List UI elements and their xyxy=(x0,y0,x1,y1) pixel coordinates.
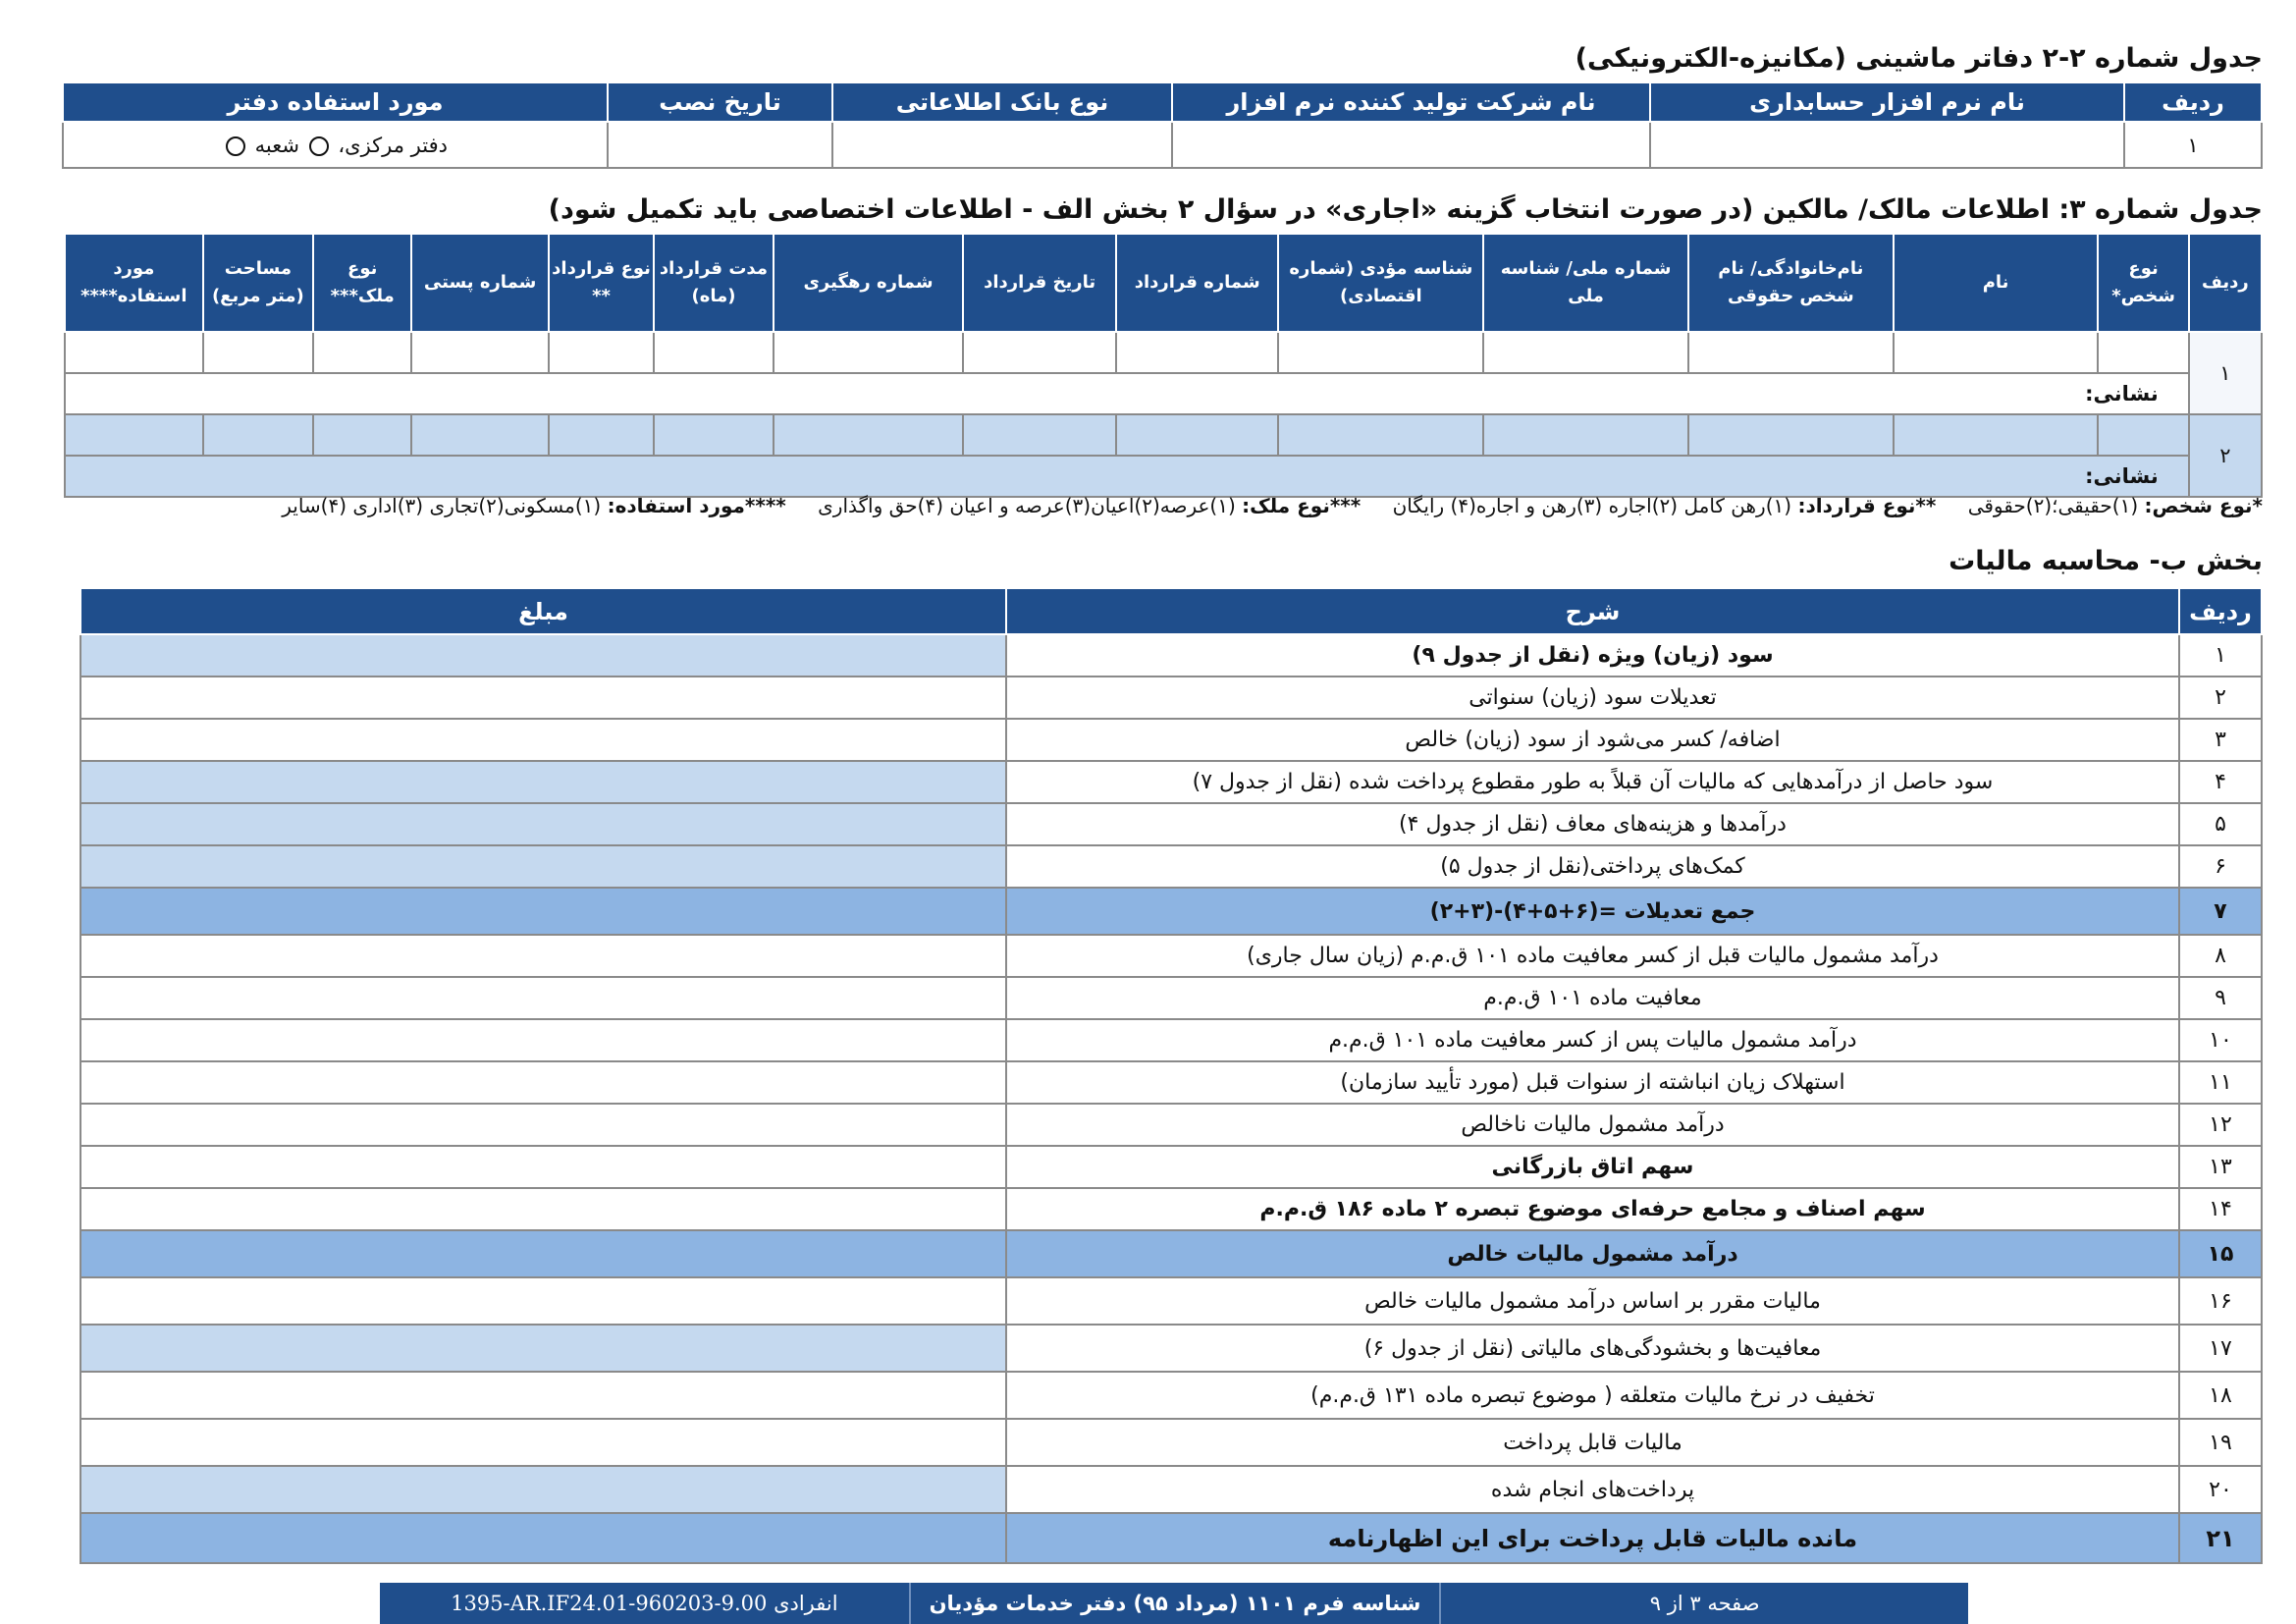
tax-amount-field[interactable] xyxy=(80,677,1006,719)
owner-field[interactable] xyxy=(203,332,313,373)
table3-row-index: ۱ xyxy=(2189,332,2262,414)
tax-row-description: کمک‌های پرداختی(نقل از جدول ۵) xyxy=(1006,845,2179,888)
owner-field[interactable] xyxy=(549,414,654,456)
tax-row-description: مالیات قابل پرداخت xyxy=(1006,1419,2179,1466)
table3-row-2 xyxy=(65,414,2262,456)
tax-row-number: ۱۶ xyxy=(2179,1277,2262,1325)
tax-row-description: پرداخت‌های انجام شده xyxy=(1006,1466,2179,1513)
table3-header-contract-duration: مدت قرارداد (ماه) xyxy=(654,234,773,332)
tax-row-description: تعدیلات سود (زیان) سنواتی xyxy=(1006,677,2179,719)
table3-header-row: ردیف xyxy=(2189,234,2262,332)
table3-header-contract-type: نوع قرارداد ** xyxy=(549,234,654,332)
tax-row-description: استهلاک زیان انباشته از سنوات قبل (مورد تأیید سازمان) xyxy=(1006,1061,2179,1104)
note-property-type: ***نوع ملک: (۱)عرصه(۲)اعیان(۳)عرصه و اعیان (۴)حق واگذاری xyxy=(818,494,1362,517)
tax-row xyxy=(80,845,2262,888)
tax-amount-field[interactable] xyxy=(80,634,1006,677)
tax-row-number: ۱۲ xyxy=(2179,1104,2262,1146)
tax-row xyxy=(80,1230,2262,1277)
owner-field[interactable] xyxy=(774,414,964,456)
tax-row-description: اضافه/ کسر می‌شود از سود (زیان) خالص xyxy=(1006,719,2179,761)
tax-amount-field[interactable] xyxy=(80,1277,1006,1325)
owner-field[interactable] xyxy=(1894,332,2099,373)
tax-row-number: ۱۴ xyxy=(2179,1188,2262,1230)
form-code-type: انفرادی xyxy=(774,1592,838,1615)
address-field[interactable]: نشانی: xyxy=(65,373,2189,414)
owner-field[interactable] xyxy=(1116,414,1279,456)
tax-row xyxy=(80,634,2262,677)
tax-row xyxy=(80,677,2262,719)
tax-row xyxy=(80,1104,2262,1146)
owner-field[interactable] xyxy=(313,332,411,373)
tax-amount-field[interactable] xyxy=(80,935,1006,977)
tax-amount-field[interactable] xyxy=(80,1188,1006,1230)
table2-row-index: ۱ xyxy=(2124,122,2262,168)
table3-title: جدول شماره ۳: اطلاعات مالک/ مالکین (در صورت انتخاب گزینه «اجاری» در سؤال ۲ بخش الف - اطلاعات اختصاصی باید تکمیل شود) xyxy=(548,194,2263,225)
tax-row-number: ۵ xyxy=(2179,803,2262,845)
tax-row xyxy=(80,1188,2262,1230)
tax-row-description: سهم اصناف و مجامع حرفه‌ای موضوع تبصره ۲ ماده ۱۸۶ ق.م.م xyxy=(1006,1188,2179,1230)
tax-row xyxy=(80,1325,2262,1372)
table2-header-row: ردیف xyxy=(2124,82,2262,122)
tax-row xyxy=(80,1419,2262,1466)
tax-amount-field[interactable] xyxy=(80,1104,1006,1146)
table2-header-company: نام شرکت تولید کننده نرم افزار xyxy=(1172,82,1650,122)
owner-field[interactable] xyxy=(411,414,548,456)
tax-row xyxy=(80,1513,2262,1563)
owner-field[interactable] xyxy=(1278,414,1483,456)
tax-row xyxy=(80,977,2262,1019)
owner-field[interactable] xyxy=(1116,332,1279,373)
tax-row-description: جمع تعدیلات =(۶+۵+۴)-(۳+۲) xyxy=(1006,888,2179,935)
tax-row xyxy=(80,719,2262,761)
table3-header-contract-number: شماره قرارداد xyxy=(1116,234,1279,332)
tax-header-amount: مبلغ xyxy=(80,588,1006,634)
owner-field[interactable] xyxy=(1894,414,2099,456)
usage-central-label: دفتر مرکزی، xyxy=(338,133,448,157)
usage-branch-radio[interactable] xyxy=(226,136,245,156)
tax-row xyxy=(80,888,2262,935)
table3-header-name: نام xyxy=(1894,234,2099,332)
tax-row-number: ۹ xyxy=(2179,977,2262,1019)
tax-row-description: سود (زیان) ویژه (نقل از جدول ۹) xyxy=(1006,634,2179,677)
table2-header-usage: مورد استفاده دفتر xyxy=(63,82,608,122)
tax-row-number: ۷ xyxy=(2179,888,2262,935)
table3-row-index: ۲ xyxy=(2189,414,2262,497)
tax-amount-field[interactable] xyxy=(80,1466,1006,1513)
tax-row xyxy=(80,761,2262,803)
tax-row-number: ۱۰ xyxy=(2179,1019,2262,1061)
table3-row-1 xyxy=(65,332,2262,373)
owner-field[interactable] xyxy=(2098,414,2188,456)
tax-row-description: مانده مالیات قابل پرداخت برای این اظهارنامه xyxy=(1006,1513,2179,1563)
tax-row xyxy=(80,1277,2262,1325)
owner-field[interactable] xyxy=(411,332,548,373)
owner-field[interactable] xyxy=(963,332,1116,373)
usage-central-radio[interactable] xyxy=(309,136,329,156)
tax-row-description: سهم اتاق بازرگانی xyxy=(1006,1146,2179,1188)
tax-row-number: ۶ xyxy=(2179,845,2262,888)
form-code: 1395-AR.IF24.01-960203-9.00 xyxy=(451,1592,768,1615)
tax-amount-field[interactable] xyxy=(80,761,1006,803)
tax-amount-field[interactable] xyxy=(80,1019,1006,1061)
tax-row-number: ۲ xyxy=(2179,677,2262,719)
owner-field[interactable] xyxy=(1278,332,1483,373)
tax-row-number: ۱۵ xyxy=(2179,1230,2262,1277)
table2-header-install-date: تاریخ نصب xyxy=(608,82,832,122)
tax-row-number: ۱۷ xyxy=(2179,1325,2262,1372)
tax-row-number: ۲۰ xyxy=(2179,1466,2262,1513)
page-number: صفحه ۳ از ۹ xyxy=(1649,1592,1760,1615)
footer-code-cell xyxy=(380,1583,911,1624)
tax-row-description: درآمد مشمول مالیات پس از کسر معافیت ماده ۱۰۱ ق.م.م xyxy=(1006,1019,2179,1061)
tax-amount-field[interactable] xyxy=(80,888,1006,935)
tax-amount-field[interactable] xyxy=(80,977,1006,1019)
tax-row-description: درآمد مشمول مالیات قبل از کسر معافیت ماده ۱۰۱ ق.م.م (زیان سال جاری) xyxy=(1006,935,2179,977)
tax-amount-field[interactable] xyxy=(80,1230,1006,1277)
usage-field xyxy=(63,122,608,168)
tax-amount-field[interactable] xyxy=(80,719,1006,761)
footnotes xyxy=(32,494,2263,517)
note-person-type: *نوع شخص: (۱)حقیقی؛(۲)حقوقی xyxy=(1967,494,2263,517)
owner-field[interactable] xyxy=(65,414,203,456)
section-b-title: بخش ب- محاسبه مالیات xyxy=(1949,546,2263,576)
tax-amount-field[interactable] xyxy=(80,1513,1006,1563)
tax-row-description: درآمد مشمول مالیات ناخالص xyxy=(1006,1104,2179,1146)
form-id: شناسه فرم ۱۱۰۱ (مرداد ۹۵) دفتر خدمات مؤدیان xyxy=(911,1583,1442,1624)
owner-field[interactable] xyxy=(549,332,654,373)
table2-header-database: نوع بانک اطلاعاتی xyxy=(832,82,1172,122)
footer-bar xyxy=(380,1583,1968,1624)
tax-header-row: ردیف xyxy=(2179,588,2262,634)
owner-field[interactable] xyxy=(65,332,203,373)
tax-amount-field[interactable] xyxy=(80,845,1006,888)
owner-field[interactable] xyxy=(774,332,964,373)
table3 xyxy=(64,233,2263,498)
tax-row xyxy=(80,1372,2262,1419)
tax-row-description: درآمد مشمول مالیات خالص xyxy=(1006,1230,2179,1277)
software-name-field[interactable] xyxy=(1650,122,2124,168)
tax-row-number: ۱۹ xyxy=(2179,1419,2262,1466)
tax-row-number: ۱۳ xyxy=(2179,1146,2262,1188)
table3-header-contract-date: تاریخ قرارداد xyxy=(963,234,1116,332)
table2-title: جدول شماره ۲-۲ دفاتر ماشینی (مکانیزه-الکترونیکی) xyxy=(1575,43,2263,74)
tax-row-number: ۱ xyxy=(2179,634,2262,677)
tax-row-description: مالیات مقرر بر اساس درآمد مشمول مالیات خالص xyxy=(1006,1277,2179,1325)
tax-row-description: معافیت‌ها و بخشودگی‌های مالیاتی (نقل از جدول ۶) xyxy=(1006,1325,2179,1372)
tax-row-description: درآمدها و هزینه‌های معاف (نقل از جدول ۴) xyxy=(1006,803,2179,845)
tax-row-number: ۱۱ xyxy=(2179,1061,2262,1104)
table3-header-area: مساحت (متر مربع) xyxy=(203,234,313,332)
tax-amount-field[interactable] xyxy=(80,1061,1006,1104)
database-type-field[interactable] xyxy=(832,122,1172,168)
owner-field[interactable] xyxy=(1483,332,1688,373)
owner-field[interactable] xyxy=(963,414,1116,456)
table2 xyxy=(62,81,2263,169)
tax-row-description: معافیت ماده ۱۰۱ ق.م.م xyxy=(1006,977,2179,1019)
company-name-field[interactable] xyxy=(1172,122,1650,168)
owner-field[interactable] xyxy=(313,414,411,456)
tax-row-number: ۱۸ xyxy=(2179,1372,2262,1419)
table2-header-software: نام نرم افزار حسابداری xyxy=(1650,82,2124,122)
table3-header-family-name: نام‌خانوادگی/ نام شخص حقوقی xyxy=(1688,234,1894,332)
owner-field[interactable] xyxy=(654,332,773,373)
tax-row-description: سود حاصل از درآمدهایی که مالیات آن قبلاً به طور مقطوع پرداخت شده (نقل از جدول ۷) xyxy=(1006,761,2179,803)
owner-field[interactable] xyxy=(203,414,313,456)
tax-row-description: تخفیف در نرخ مالیات متعلقه ( موضوع تبصره ماده ۱۳۱ ق.م.م) xyxy=(1006,1372,2179,1419)
tax-row xyxy=(80,1146,2262,1188)
tax-amount-field[interactable] xyxy=(80,1372,1006,1419)
tax-header-description: شرح xyxy=(1006,588,2179,634)
table3-header-person-type: نوع شخص* xyxy=(2098,234,2188,332)
owner-field[interactable] xyxy=(1483,414,1688,456)
table3-header-postal-code: شماره پستی xyxy=(411,234,548,332)
tax-row xyxy=(80,935,2262,977)
address-field[interactable]: نشانی: xyxy=(65,456,2189,497)
owner-field[interactable] xyxy=(654,414,773,456)
tax-row-number: ۲۱ xyxy=(2179,1513,2262,1563)
tax-calculation-table xyxy=(80,587,2263,1564)
owner-field[interactable] xyxy=(1688,332,1894,373)
tax-amount-field[interactable] xyxy=(80,1146,1006,1188)
note-contract-type: **نوع قرارداد: (۱)رهن کامل (۲)اجاره (۳)رهن و اجاره(۴) رایگان xyxy=(1392,494,1937,517)
table3-header-tracking-number: شماره رهگیری xyxy=(774,234,964,332)
tax-amount-field[interactable] xyxy=(80,803,1006,845)
table3-header-usage: مورد استفاده**** xyxy=(65,234,203,332)
tax-row-number: ۳ xyxy=(2179,719,2262,761)
tax-row xyxy=(80,803,2262,845)
usage-branch-label: شعبه xyxy=(254,133,299,157)
table3-header-taxpayer-id: شناسه مؤدی (شماره اقتصادی) xyxy=(1278,234,1483,332)
install-date-field[interactable] xyxy=(608,122,832,168)
tax-row xyxy=(80,1466,2262,1513)
note-usage-type: ****مورد استفاده: (۱)مسکونی(۲)تجاری (۳)اداری (۴)سایر xyxy=(282,494,786,517)
owner-field[interactable] xyxy=(2098,332,2188,373)
tax-row xyxy=(80,1019,2262,1061)
table3-header-property-type: نوع ملک*** xyxy=(313,234,411,332)
owner-field[interactable] xyxy=(1688,414,1894,456)
tax-amount-field[interactable] xyxy=(80,1419,1006,1466)
tax-amount-field[interactable] xyxy=(80,1325,1006,1372)
tax-row-number: ۴ xyxy=(2179,761,2262,803)
table3-header-national-id: شماره ملی/ شناسه ملی xyxy=(1483,234,1688,332)
tax-row-number: ۸ xyxy=(2179,935,2262,977)
tax-row xyxy=(80,1061,2262,1104)
